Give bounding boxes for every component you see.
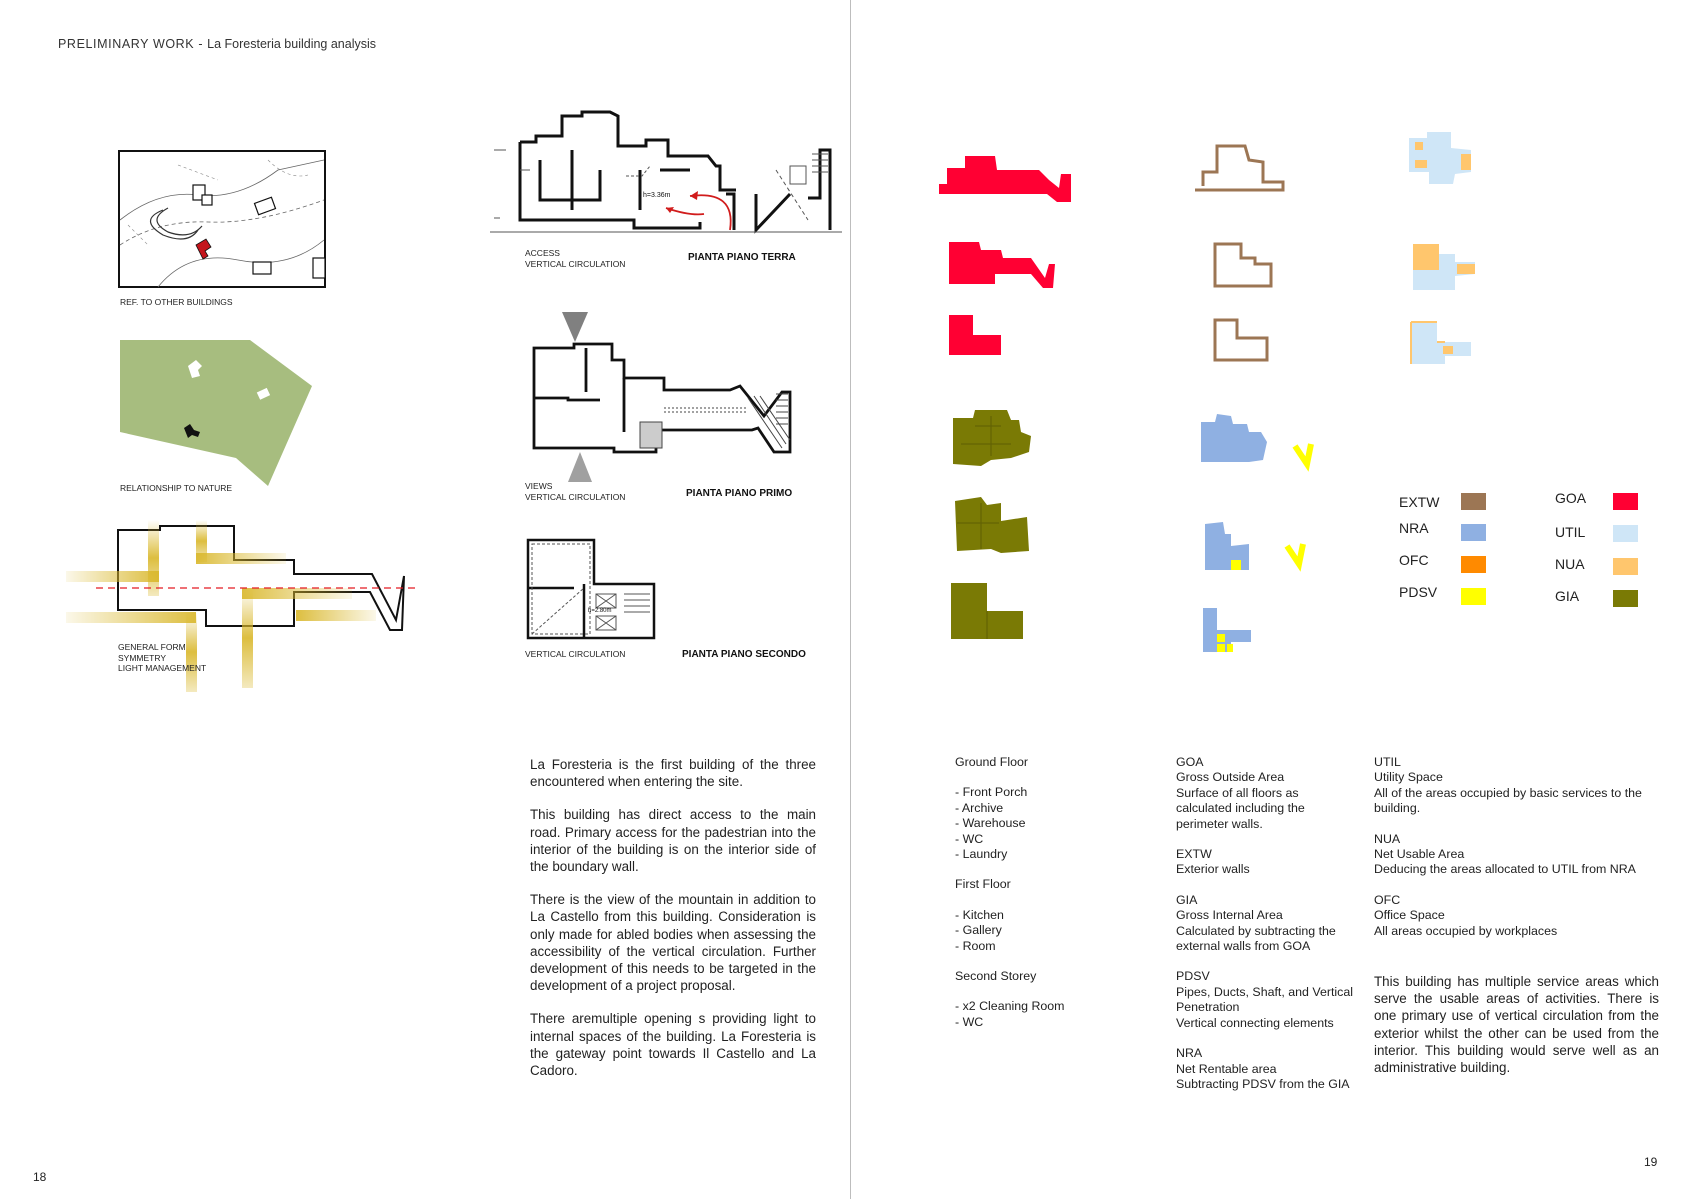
floor-lists: [955, 755, 1135, 1030]
ground-plan-dim: h=3.36m: [643, 192, 671, 199]
legend: [1399, 490, 1659, 610]
floor-item: - Kitchen: [955, 907, 1004, 922]
gia-plan-second: [951, 583, 1025, 641]
page-number-right: 19: [1644, 1155, 1658, 1169]
caption-form-line: SYMMETRY: [118, 652, 167, 663]
nra-plan-ground: [1199, 412, 1271, 468]
def-code: GIA: [1176, 892, 1198, 907]
def-code: OFC: [1374, 892, 1401, 907]
def-name: Gross Outside Area: [1176, 770, 1285, 785]
header-section: PRELIMINARY WORK -: [58, 37, 204, 51]
caption-nature: RELATIONSHIP TO NATURE: [120, 483, 233, 493]
floor-item: - Room: [955, 938, 996, 953]
def-desc: Surface of all floors as calculated including the perimeter walls.: [1176, 785, 1305, 831]
def-code: NUA: [1374, 831, 1401, 846]
legend-swatch-pdsv: [1461, 588, 1486, 605]
legend-swatch-ofc: [1461, 556, 1486, 573]
def-desc: Subtracting PDSV from the GIA: [1176, 1076, 1350, 1091]
ground-plan-labels: [525, 248, 625, 269]
floor-title-ground: Ground Floor: [955, 755, 1029, 769]
def-desc: All of the areas occupied by basic services to the building.: [1374, 785, 1642, 816]
floor-item: - Warehouse: [955, 816, 1026, 831]
def-name: Utility Space: [1374, 770, 1443, 785]
definitions-right: [1374, 755, 1664, 939]
def-name: Gross Internal Area: [1176, 908, 1283, 923]
caption-general-form: [118, 642, 206, 674]
first-floor-plan: [520, 312, 800, 487]
extw-plan-first: [1213, 242, 1273, 288]
second-floor-plan: [524, 538, 664, 642]
legend-swatch-nra: [1461, 524, 1486, 541]
legend-label-goa: GOA: [1555, 490, 1587, 506]
def-desc: Deducing the areas allocated to UTIL from NRA: [1374, 862, 1636, 877]
right-page: [851, 0, 1696, 1199]
ground-plan-label: VERTICAL CIRCULATION: [525, 258, 626, 269]
legend-swatch-gia: [1613, 590, 1638, 607]
extw-plan-ground: [1193, 142, 1287, 194]
goa-plan-ground: [939, 148, 1075, 202]
right-body-text: This building has multiple service areas which serve the usable areas of activities. There is one primary use of vertical circulation from the exterior whilst the other can be used from the interior. This building would serve well as an administrative building.: [1374, 974, 1659, 1076]
pdsv-mark-first: [1283, 540, 1311, 574]
extw-plan-second: [1213, 318, 1269, 362]
floor-item: - Front Porch: [955, 785, 1028, 800]
def-code: NRA: [1176, 1046, 1203, 1061]
legend-label-extw: EXTW: [1399, 494, 1440, 510]
paragraph: There is the view of the mountain in addition to La Castello from this building. Consideration is only made for abled bodies when assessing the accessibility of the vertical circulation. Further development of this needs to be targeted in the development of a project proposal.: [530, 892, 816, 994]
first-plan-label: VERTICAL CIRCULATION: [525, 491, 626, 502]
def-desc: Vertical connecting elements: [1176, 1015, 1334, 1030]
floor-item: - x2 Cleaning Room: [955, 999, 1065, 1014]
legend-swatch-extw: [1461, 493, 1486, 510]
gia-plan-ground: [951, 406, 1035, 466]
ground-plan-label: ACCESS: [525, 248, 560, 258]
page-number-left: 18: [33, 1170, 47, 1184]
floor-item: - WC: [955, 831, 984, 846]
first-plan-label: VIEWS: [525, 481, 553, 491]
legend-label-gia: GIA: [1555, 588, 1580, 604]
caption-form-line: GENERAL FORM: [118, 642, 186, 652]
paragraph: This building has direct access to the main road. Primary access for the padestrian into the interior of the building is on the interior side of the boundary wall.: [530, 807, 816, 875]
legend-swatch-util: [1613, 525, 1638, 542]
paragraph: There aremultiple opening s providing light to internal spaces of the building. La Foresteria is the gateway point towards Il Castello and La Cadoro.: [530, 1011, 816, 1079]
floor-item: - Gallery: [955, 923, 1002, 938]
def-desc: Calculated by subtracting the external walls from GOA: [1176, 923, 1336, 954]
floor-item: - Laundry: [955, 847, 1008, 862]
second-plan-title: PIANTA PIANO SECONDO: [682, 649, 806, 660]
goa-plan-second: [949, 315, 1003, 357]
first-plan-labels: [525, 481, 625, 502]
caption-form-line: LIGHT MANAGEMENT: [118, 663, 207, 673]
nature-diagram: [118, 338, 314, 488]
definitions-middle: [1176, 755, 1354, 1092]
def-name: Exterior walls: [1176, 862, 1250, 877]
page-header: [58, 37, 376, 51]
legend-label-ofc: OFC: [1399, 552, 1429, 568]
floor-item: - Archive: [955, 800, 1004, 815]
site-map-diagram: [118, 150, 326, 288]
paragraph: La Foresteria is the first building of the three encountered when entering the site.: [530, 757, 816, 790]
header-subtitle: La Foresteria building analysis: [207, 37, 377, 51]
nra-plan-second: [1201, 606, 1253, 654]
ground-floor-plan: [490, 110, 842, 235]
legend-label-nra: NRA: [1399, 520, 1429, 536]
legend-swatch-goa: [1613, 493, 1638, 510]
floor-title-first: First Floor: [955, 877, 1011, 892]
util-plan-first: [1409, 242, 1479, 292]
legend-swatch-nua: [1613, 558, 1638, 575]
second-plan-dim: h=2.80m: [588, 608, 612, 614]
floor-item: - WC: [955, 1014, 984, 1029]
def-name: Net Usable Area: [1374, 847, 1465, 862]
left-body-text: [530, 756, 816, 1095]
legend-label-nua: NUA: [1555, 556, 1585, 572]
def-code: UTIL: [1374, 755, 1401, 769]
gia-plan-first: [951, 493, 1031, 555]
def-code: PDSV: [1176, 969, 1210, 984]
def-name: Net Rentable area: [1176, 1061, 1277, 1076]
second-plan-label: VERTICAL CIRCULATION: [525, 649, 626, 659]
util-plan-second: [1409, 320, 1475, 366]
caption-ref-buildings: REF. TO OTHER BUILDINGS: [120, 297, 233, 307]
first-plan-title: PIANTA PIANO PRIMO: [686, 488, 793, 499]
def-code: GOA: [1176, 755, 1204, 769]
ground-plan-title: PIANTA PIANO TERRA: [688, 252, 796, 263]
pdsv-mark-ground: [1291, 440, 1319, 476]
def-desc: All areas occupied by workplaces: [1374, 923, 1558, 938]
nra-plan-first: [1201, 520, 1251, 572]
def-name: Office Space: [1374, 908, 1445, 923]
def-name: Pipes, Ducts, Shaft, and Vertical Penetration: [1176, 984, 1354, 1015]
floor-title-second: Second Storey: [955, 969, 1037, 984]
util-plan-ground: [1405, 130, 1475, 186]
legend-label-pdsv: PDSV: [1399, 584, 1438, 600]
def-code: EXTW: [1176, 847, 1212, 862]
legend-label-util: UTIL: [1555, 524, 1586, 540]
goa-plan-first: [949, 240, 1059, 290]
